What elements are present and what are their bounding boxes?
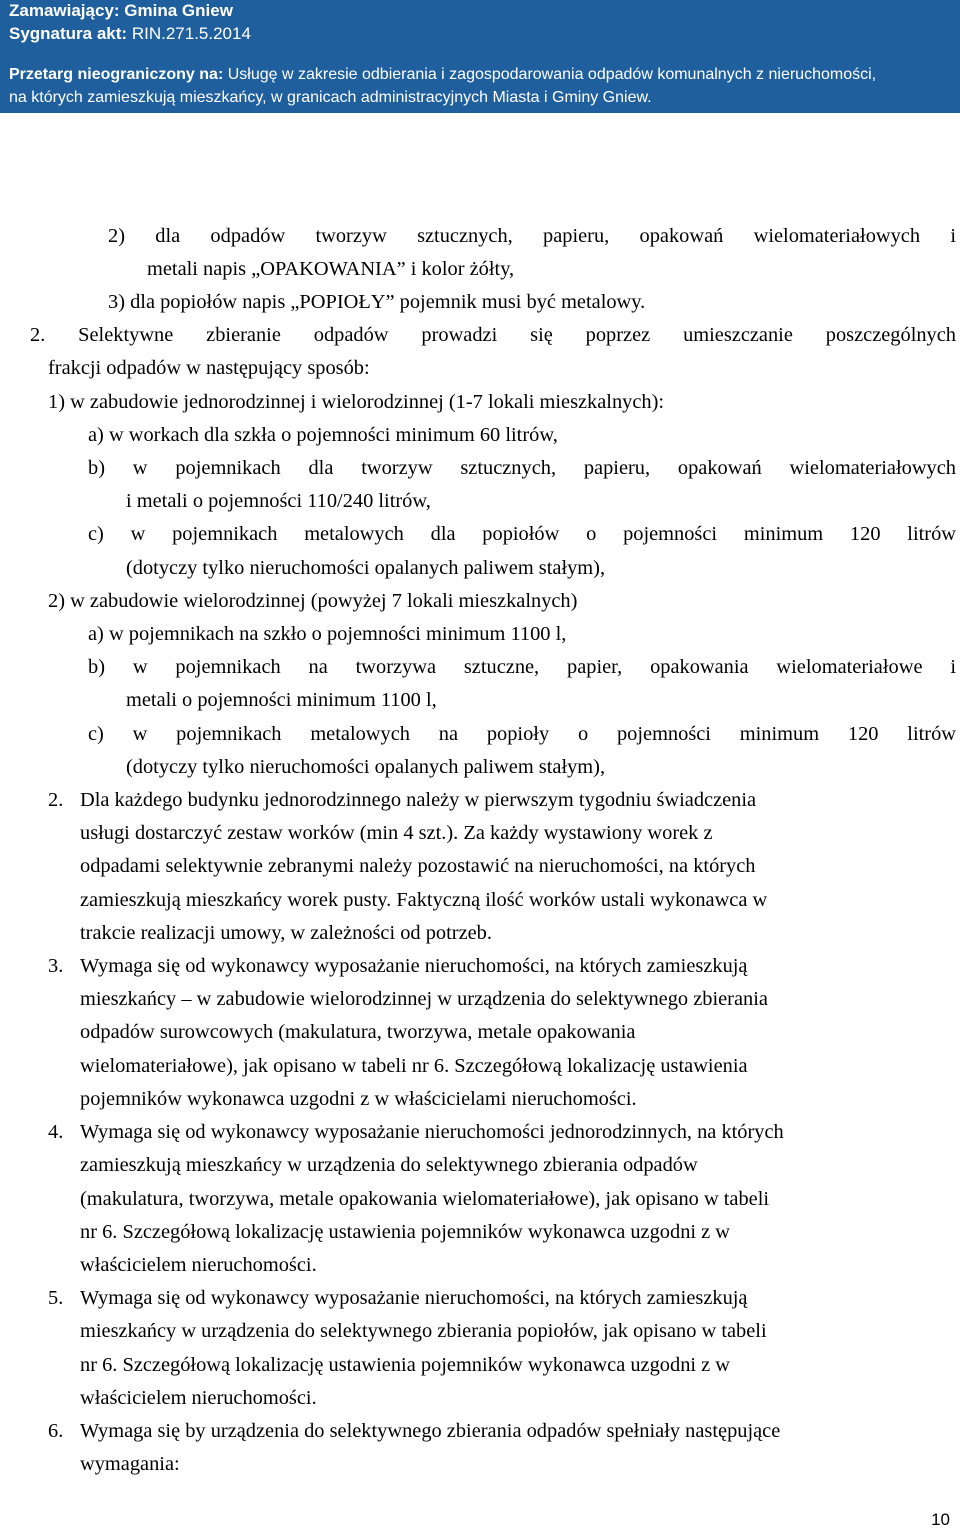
tender-label: Przetarg nieograniczony na: [9,66,224,83]
page-number: 10 [931,1510,950,1529]
body-line: 2) w zabudowie wielorodzinnej (powyżej 7 lokali mieszkalnych) [48,590,578,612]
body-line: c) w pojemnikach metalowych na popioły o pojemności minimum 120 litrów [88,723,956,745]
body-line: usługi dostarczyć zestaw worków (min 4 szt.). Za każdy wystawiony worek z [80,822,713,844]
body-line: b) w pojemnikach na tworzywa sztuczne, papier, opakowania wielomateriałowe i [88,656,956,678]
tender-line-1 [9,66,876,84]
body-line: nr 6. Szczegółową lokalizację ustawienia pojemników wykonawca uzgodni z w [80,1354,731,1376]
body-line: właścicielem nieruchomości. [80,1387,317,1409]
body-line: mieszkańcy – w zabudowie wielorodzinnej w urządzenia do selektywnego zbierania [80,988,768,1010]
body-line: odpadami selektywnie zebranymi należy pozostawić na nieruchomości, na których [80,855,756,877]
body-line: wymagania: [80,1453,180,1475]
item-number: 5. [48,1287,64,1309]
reference-label: Sygnatura akt: [9,24,128,43]
body-line: metali o pojemności minimum 1100 l, [126,689,437,711]
body-line: metali napis „OPAKOWANIA” i kolor żółty, [147,258,515,280]
body-line: i metali o pojemności 110/240 litrów, [126,490,431,512]
body-line: Wymaga się od wykonawcy wyposażanie nieruchomości, na których zamieszkują [80,1287,748,1309]
item-number: 6. [48,1420,64,1442]
body-line: 2. Selektywne zbieranie odpadów prowadzi się poprzez umieszczanie poszczególnych [30,324,956,346]
body-line: 3) dla popiołów napis „POPIOŁY” pojemnik musi być metalowy. [108,291,646,313]
body-line: nr 6. Szczegółową lokalizację ustawienia pojemników wykonawca uzgodni z w [80,1221,731,1243]
tender-line-2: na których zamieszkują mieszkańcy, w granicach administracyjnych Miasta i Gminy Gniew. [9,89,652,106]
reference-line [9,24,251,44]
body-line: Dla każdego budynku jednorodzinnego należy w pierwszym tygodniu świadczenia [80,789,757,811]
body-line: pojemników wykonawca uzgodni z w właścicielami nieruchomości. [80,1088,637,1110]
body-line: zamieszkują mieszkańcy w urządzenia do selektywnego zbierania odpadów [80,1154,698,1176]
body-line: 2) dla odpadów tworzyw sztucznych, papieru, opakowań wielomateriałowych i [108,225,956,247]
body-line: mieszkańcy w urządzenia do selektywnego zbierania popiołów, jak opisano w tabeli [80,1320,767,1342]
reference-value: RIN.271.5.2014 [131,24,251,43]
body-line: 1) w zabudowie jednorodzinnej i wielorodzinnej (1-7 lokali mieszkalnych): [48,391,665,413]
body-line: a) w pojemnikach na szkło o pojemności minimum 1100 l, [88,623,567,645]
item-number: 3. [48,955,64,977]
body-line: (dotyczy tylko nieruchomości opalanych paliwem stałym), [126,756,606,778]
body-line: c) w pojemnikach metalowych dla popiołów o pojemności minimum 120 litrów [88,523,956,545]
item-number: 2. [48,789,64,811]
body-line: Wymaga się od wykonawcy wyposażanie nieruchomości jednorodzinnych, na których [80,1121,784,1143]
body-line: odpadów surowcowych (makulatura, tworzywa, metale opakowania [80,1021,636,1043]
body-line: a) w workach dla szkła o pojemności minimum 60 litrów, [88,424,558,446]
body-line: właścicielem nieruchomości. [80,1254,317,1276]
body-line: trakcie realizacji umowy, w zależności od potrzeb. [80,922,492,944]
body-line: frakcji odpadów w następujący sposób: [48,357,370,379]
body-line: (makulatura, tworzywa, metale opakowania wielomateriałowe), jak opisano w tabeli [80,1188,770,1210]
body-line: b) w pojemnikach dla tworzyw sztucznych, papieru, opakowań wielomateriałowych [88,457,956,479]
body-line: (dotyczy tylko nieruchomości opalanych paliwem stałym), [126,557,606,579]
document-header [0,0,960,113]
body-line: zamieszkują mieszkańcy worek pusty. Faktyczną ilość worków ustali wykonawca w [80,889,768,911]
tender-text-1: Usługę w zakresie odbierania i zagospodarowania odpadów komunalnych z nieruchomości, [227,66,877,83]
body-line: wielomateriałowe), jak opisano w tabeli nr 6. Szczegółową lokalizację ustawienia [80,1055,748,1077]
body-line: Wymaga się by urządzenia do selektywnego zbierania odpadów spełniały następujące [80,1420,781,1442]
item-number: 4. [48,1121,64,1143]
client-label: Zamawiający: Gmina Gniew [9,1,233,20]
body-line: Wymaga się od wykonawcy wyposażanie nieruchomości, na których zamieszkują [80,955,748,977]
